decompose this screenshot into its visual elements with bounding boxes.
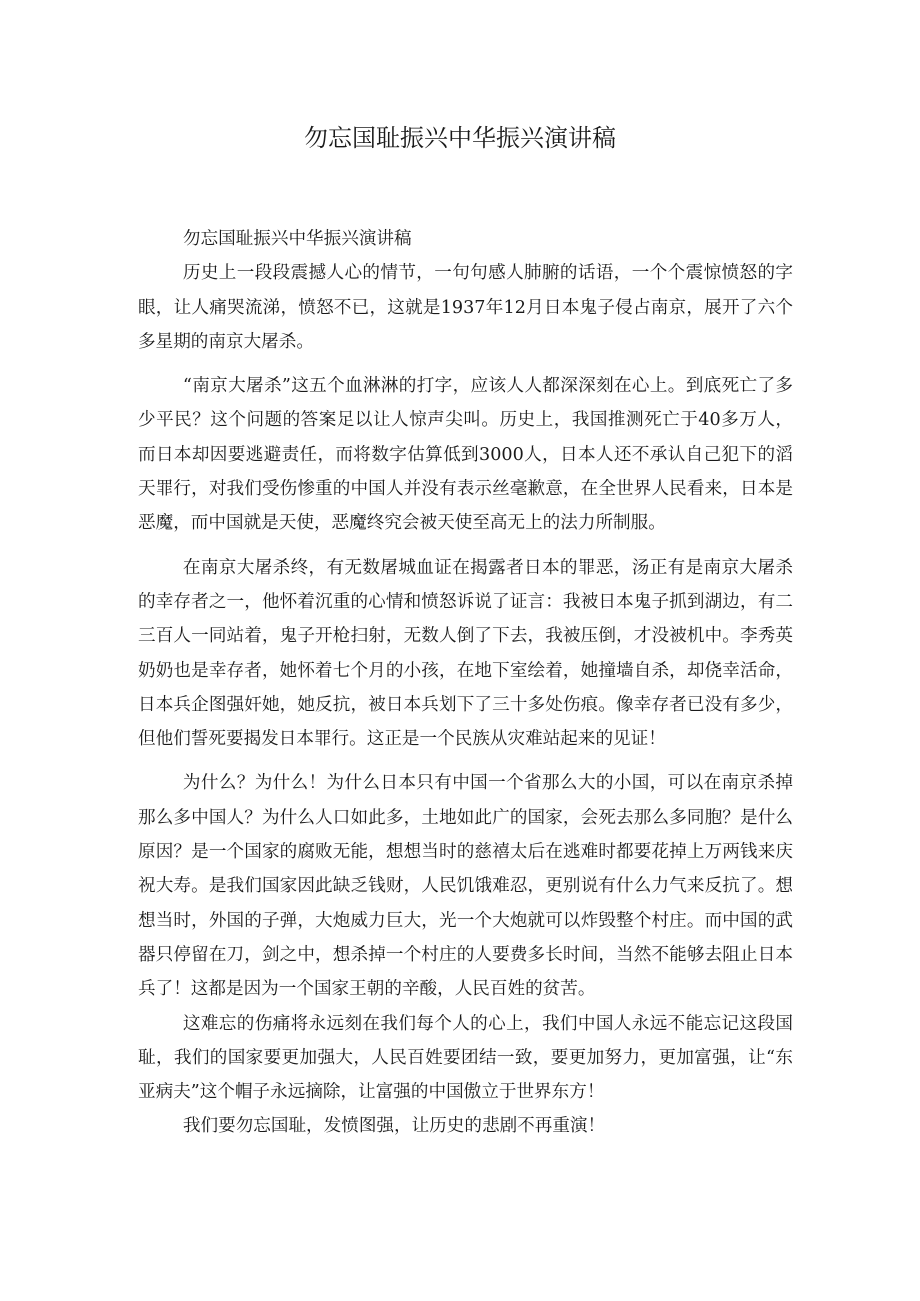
document-subtitle: 勿忘国耻振兴中华振兴演讲稿 (182, 229, 412, 249)
document-title: 勿忘国耻振兴中华振兴演讲稿 (304, 124, 616, 152)
paragraph: 历史上一段段震撼人心的情节，一句句感人肺腑的话语，一个个震惊愤怒的字眼，让人痛哭流涕，愤怒不已，这就是1937年12月日本鬼子侵占南京，展开了六个多星期的南京大屠杀。 (138, 263, 793, 352)
paragraph: 我们要勿忘国耻，发愤图强，让历史的悲剧不再重演！ (182, 1116, 606, 1137)
paragraph: 为什么？为什么！为什么日本只有中国一个省那么大的小国，可以在南京杀掉那么多中国人？为什么人口如此多，土地如此广的国家，会死去那么多同胞？是什么原因？是一个国家的腐败无能，想想当时的慈禧太后在逃难时都要花掉上万两钱来庆祝大寿。是我们国家因此缺乏钱财，人民饥饿难忍，更别说有什么力气来反抗了。想想当时，外国的子弹，大炮威力巨大，光一个大炮就可以炸毁整个村庄。而中国的武器只停留在刀，剑之中，想杀掉一个村庄的人要费多长时间，当然不能够去阻止日本兵了！这都是因为一个国家王朝的辛酸，人民百姓的贫苦。 (138, 773, 793, 1000)
paragraph: “南京大屠杀”这五个血淋淋的打字，应该人人都深深刻在心上。到底死亡了多少平民？这个问题的答案足以让人惊声尖叫。历史上，我国推测死亡于40多万人，而日本却因要逃避责任，而将数字估算低到3000人，日本人还不承认自己犯下的滔天罪行，对我们受伤惨重的中国人并没有表示丝毫歉意，在全世界人民看来，日本是恶魔，而中国就是天使，恶魔终究会被天使至高无上的法力所制服。 (138, 376, 793, 534)
document-body (138, 222, 793, 1144)
paragraph: 在南京大屠杀终，有无数屠城血证在揭露者日本的罪恶，汤正有是南京大屠杀的幸存者之一，他怀着沉重的心情和愤怒诉说了证言：我被日本鬼子抓到湖边，有二三百人一同站着，鬼子开枪扫射，无数人倒了下去，我被压倒，才没被机中。李秀英奶奶也是幸存者，她怀着七个月的小孩，在地下室绘着，她撞墙自杀，却侥幸活命，日本兵企图强奸她，她反抗，被日本兵划下了三十多处伤痕。像幸存者已没有多少，但他们誓死要揭发日本罪行。这正是一个民族从灾难站起来的见证！ (138, 557, 793, 750)
paragraph: 这难忘的伤痛将永远刻在我们每个人的心上，我们中国人永远不能忘记这段国耻，我们的国家要更加强大，人民百姓要团结一致，要更加努力，更加富强，让“东亚病夫”这个帽子永远摘除，让富强的中国傲立于世界东方！ (138, 1013, 793, 1103)
